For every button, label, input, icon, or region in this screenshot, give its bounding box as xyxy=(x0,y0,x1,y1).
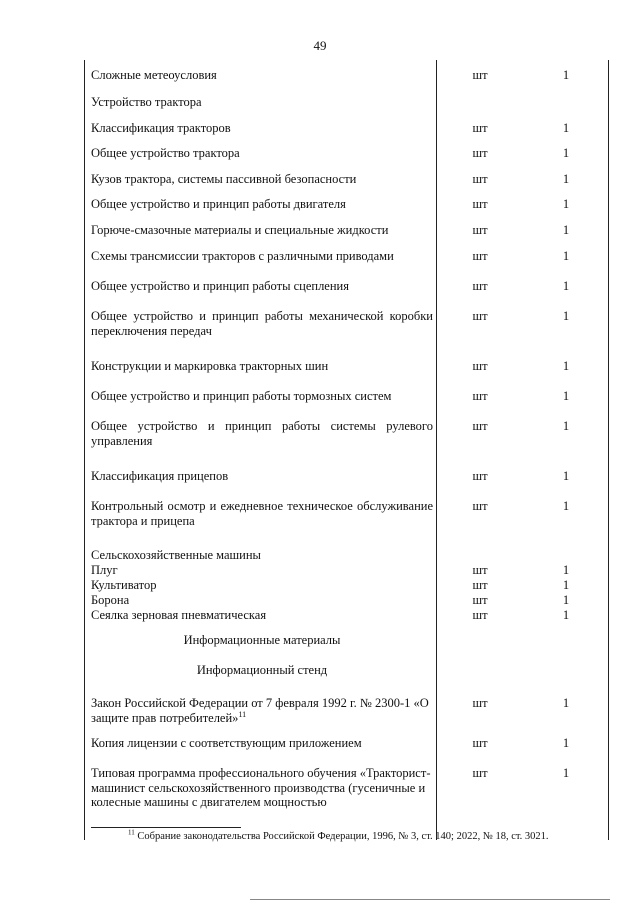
item-quantity: 1 xyxy=(562,419,570,433)
item-unit: шт xyxy=(472,146,488,160)
item-unit: шт xyxy=(472,469,488,483)
item-quantity: 1 xyxy=(562,223,570,237)
item-name: Кузов трактора, системы пассивной безопасности xyxy=(91,172,357,186)
item-unit: шт xyxy=(472,279,488,293)
item-name: Общее устройство и принцип работы сцепления xyxy=(91,279,349,293)
page-bottom-edge xyxy=(250,899,610,900)
item-name: Классификация прицепов xyxy=(91,469,229,483)
item-name xyxy=(91,696,433,725)
item-quantity: 1 xyxy=(562,197,570,211)
item-unit: шт xyxy=(472,121,488,135)
item-unit: шт xyxy=(472,563,488,577)
item-quantity: 1 xyxy=(562,146,570,160)
item-quantity: 1 xyxy=(562,68,570,82)
item-name-text: Закон Российской Федерации от 7 февраля 1992 г. № 2300-1 «О защите прав потребителей» xyxy=(91,696,429,725)
item-unit: шт xyxy=(472,249,488,263)
item-quantity: 1 xyxy=(562,696,570,710)
footnote-separator xyxy=(91,827,241,828)
item-unit: шт xyxy=(472,419,488,433)
item-quantity: 1 xyxy=(562,389,570,403)
item-quantity: 1 xyxy=(562,499,570,513)
item-quantity: 1 xyxy=(562,359,570,373)
item-name: Общее устройство и принцип работы механической коробки переключения передач xyxy=(91,309,433,338)
item-name: Контрольный осмотр и ежедневное техническое обслуживание трактора и прицепа xyxy=(91,499,433,528)
item-unit: шт xyxy=(472,68,488,82)
page-number: 49 xyxy=(313,38,327,53)
item-name: Горюче-смазочные материалы и специальные жидкости xyxy=(91,223,389,237)
footnote xyxy=(128,828,549,842)
item-unit: шт xyxy=(472,197,488,211)
item-quantity: 1 xyxy=(562,172,570,186)
item-name: Плуг xyxy=(91,563,118,577)
item-name: Типовая программа профессионального обучения «Тракторист-машинист сельскохозяйственного производства (гусеничные и колесные машины с двигателем мощностью xyxy=(91,766,431,809)
table-right-border xyxy=(608,60,609,840)
item-unit: шт xyxy=(472,578,488,592)
item-quantity: 1 xyxy=(562,469,570,483)
item-unit: шт xyxy=(472,608,488,622)
item-unit: шт xyxy=(472,696,488,710)
item-name: Борона xyxy=(91,593,130,607)
item-unit: шт xyxy=(472,389,488,403)
item-quantity: 1 xyxy=(562,736,570,750)
item-name: Сложные метеоусловия xyxy=(91,68,217,82)
item-quantity: 1 xyxy=(562,121,570,135)
item-name: Копия лицензии с соответствующим приложением xyxy=(91,736,362,750)
item-unit: шт xyxy=(472,593,488,607)
section-heading: Устройство трактора xyxy=(91,95,202,109)
item-quantity: 1 xyxy=(562,279,570,293)
item-name: Культиватор xyxy=(91,578,157,592)
item-name: Схемы трансмиссии тракторов с различными приводами xyxy=(91,249,394,263)
item-name: Классификация тракторов xyxy=(91,121,231,135)
item-quantity: 1 xyxy=(562,563,570,577)
item-unit: шт xyxy=(472,359,488,373)
item-name: Общее устройство и принцип работы тормозных систем xyxy=(91,389,392,403)
footnote-text: Собрание законодательства Российской Федерации, 1996, № 3, ст. 140; 2022, № 18, ст. 3021. xyxy=(137,831,549,842)
item-quantity: 1 xyxy=(562,309,570,323)
table-left-border xyxy=(84,60,85,840)
item-name: Сеялка зерновая пневматическая xyxy=(91,608,267,622)
item-unit: шт xyxy=(472,766,488,780)
item-quantity: 1 xyxy=(562,608,570,622)
section-heading: Информационные материалы xyxy=(183,633,341,647)
item-quantity: 1 xyxy=(562,766,570,780)
item-name: Общее устройство трактора xyxy=(91,146,240,160)
item-quantity: 1 xyxy=(562,578,570,592)
item-unit: шт xyxy=(472,309,488,323)
item-unit: шт xyxy=(472,172,488,186)
footnote-mark: 11 xyxy=(128,828,135,837)
section-heading: Информационный стенд xyxy=(196,663,328,677)
item-unit: шт xyxy=(472,736,488,750)
item-unit: шт xyxy=(472,223,488,237)
item-quantity: 1 xyxy=(562,249,570,263)
item-name: Общее устройство и принцип работы двигателя xyxy=(91,197,346,211)
item-name: Конструкции и маркировка тракторных шин xyxy=(91,359,329,373)
table-name-column-border xyxy=(436,60,437,840)
footnote-reference: 11 xyxy=(238,709,247,719)
section-heading: Сельскохозяйственные машины xyxy=(91,548,261,562)
item-unit: шт xyxy=(472,499,488,513)
item-quantity: 1 xyxy=(562,593,570,607)
item-name: Общее устройство и принцип работы системы рулевого управления xyxy=(91,419,433,448)
